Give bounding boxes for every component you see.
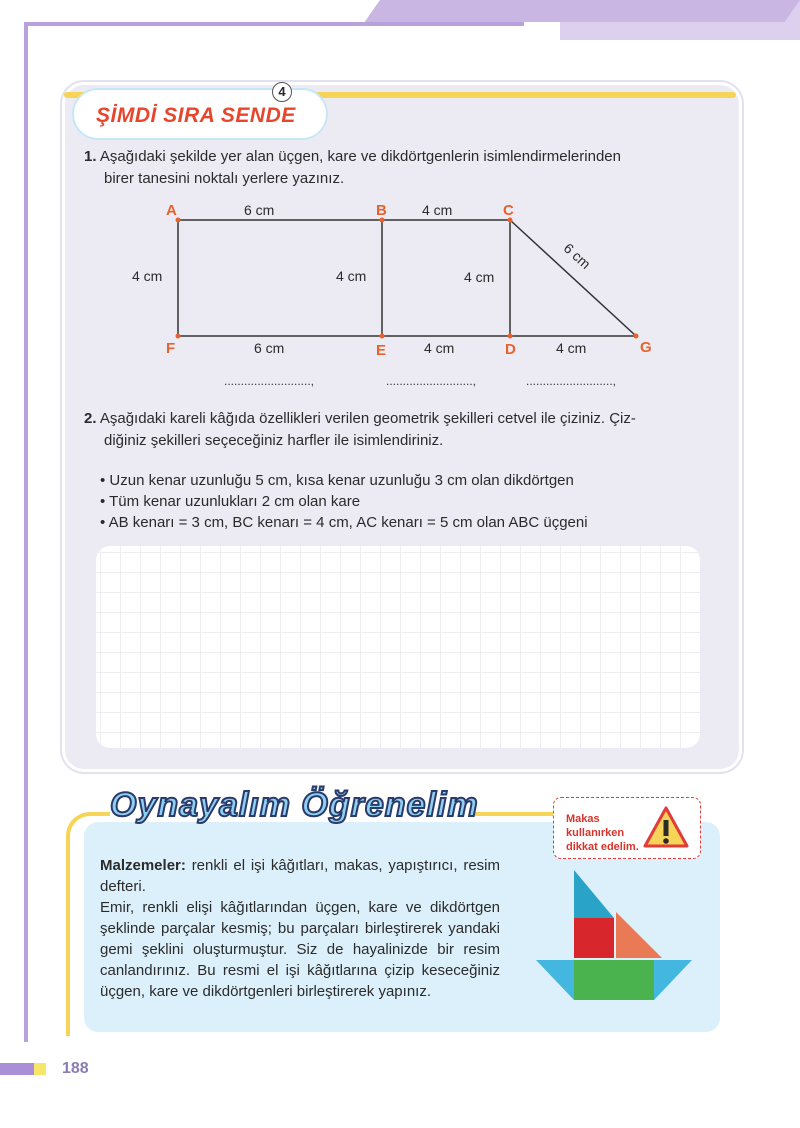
list-item: • AB kenarı = 3 cm, BC kenarı = 4 cm, AC kenarı = 5 cm olan ABC üçgeni [100, 514, 588, 531]
section-title: ŞİMDİ SIRA SENDE [96, 104, 296, 127]
label-bc: 4 cm [422, 202, 453, 218]
label-cd: 4 cm [464, 269, 495, 285]
question-2-line2: diğiniz şekilleri seçeceğiniz harfler ile isimlendiriniz. [104, 432, 444, 449]
label-ab: 6 cm [244, 202, 275, 218]
ship-hull-left-triangle [536, 960, 574, 1000]
question-2-line1: Aşağıdaki kareli kâğıda özellikleri verilen geometrik şekilleri cetvel ile çiziniz. Çiz- [99, 410, 636, 427]
point-g [634, 334, 639, 339]
label-point-a: A [166, 202, 177, 219]
page-number-bar-accent [34, 1063, 46, 1075]
list-item: • Tüm kenar uzunlukları 2 cm olan kare [100, 493, 361, 510]
ship-hull-right-triangle [654, 960, 692, 1000]
page-frame-left [24, 22, 28, 1042]
label-point-g: G [640, 339, 652, 356]
question-1 [84, 146, 724, 168]
page-number-bar [0, 1063, 34, 1075]
line-cg [510, 220, 636, 336]
activity-title: Oynayalım Öğrenelim [110, 786, 479, 824]
answer-blank-3[interactable]: .........................., [526, 374, 617, 388]
answer-blank-2[interactable]: .........................., [386, 374, 477, 388]
label-af: 4 cm [132, 268, 163, 284]
warning-triangle-icon [642, 804, 690, 850]
ship-square-red [574, 918, 614, 958]
ship-sail-triangle-orange [616, 912, 662, 958]
question-2-number: 2. [84, 410, 97, 427]
materials-label: Malzemeler: [100, 857, 186, 874]
activity-instructions: Emir, renkli elişi kâğıtlarından üçgen, kare ve dikdörtgen şeklinde parçalar kesmiş; bu parçaları birleştirerek yandaki gemi şeklini oluşturmuştur. Siz de hayalinizde bir resim canlandırınız. Bu resmi el işi kâğıtlarına çizip keseceğiniz üçgen, kare ve dikdörtgenleri birleştirerek yapınız. [100, 899, 500, 1000]
requirements-list [100, 470, 588, 533]
ship-sail-triangle-blue [574, 870, 614, 918]
ship-illustration [530, 862, 700, 1006]
materials-text: renkli el işi kâğıtları, makas, yapıştırıcı, resim defteri. [100, 857, 500, 895]
list-item: • Uzun kenar uzunluğu 5 cm, kısa kenar uzunluğu 3 cm olan dikdörtgen [100, 472, 574, 489]
question-1-line2: birer tanesini noktalı yerlere yazınız. [104, 170, 345, 187]
question-1-line1: Aşağıdaki şekilde yer alan üçgen, kare ve dikdörtgenlerin isimlendirmelerinden [99, 148, 621, 165]
label-fe: 6 cm [254, 340, 285, 356]
activity-frame-line [470, 812, 554, 816]
question-1-number: 1. [84, 148, 97, 165]
point-e [380, 334, 385, 339]
ship-hull-rectangle-green [574, 960, 654, 1000]
label-be: 4 cm [336, 268, 367, 284]
warning-line-2: dikkat edelim. [566, 841, 639, 853]
section-number: 4 [272, 82, 292, 102]
label-cg: 6 cm [560, 239, 594, 273]
label-point-d: D [505, 341, 516, 358]
label-ed: 4 cm [424, 340, 455, 356]
label-point-b: B [376, 202, 387, 219]
question-2 [84, 408, 724, 430]
label-point-e: E [376, 342, 387, 359]
page-number: 188 [62, 1060, 89, 1077]
warning-line-1: Makas kullanırken [566, 813, 625, 839]
answer-blank-1[interactable]: .........................., [224, 374, 315, 388]
grid-paper-drawing-area[interactable] [96, 546, 700, 748]
point-f [176, 334, 181, 339]
warning-text [566, 812, 646, 854]
label-point-c: C [503, 202, 514, 219]
label-point-f: F [166, 340, 176, 357]
label-dg: 4 cm [556, 340, 587, 356]
page-frame-top [24, 22, 524, 26]
activity-body [100, 855, 500, 1002]
geometry-figure [120, 196, 680, 366]
point-d [508, 334, 513, 339]
top-decor-band [365, 0, 800, 22]
